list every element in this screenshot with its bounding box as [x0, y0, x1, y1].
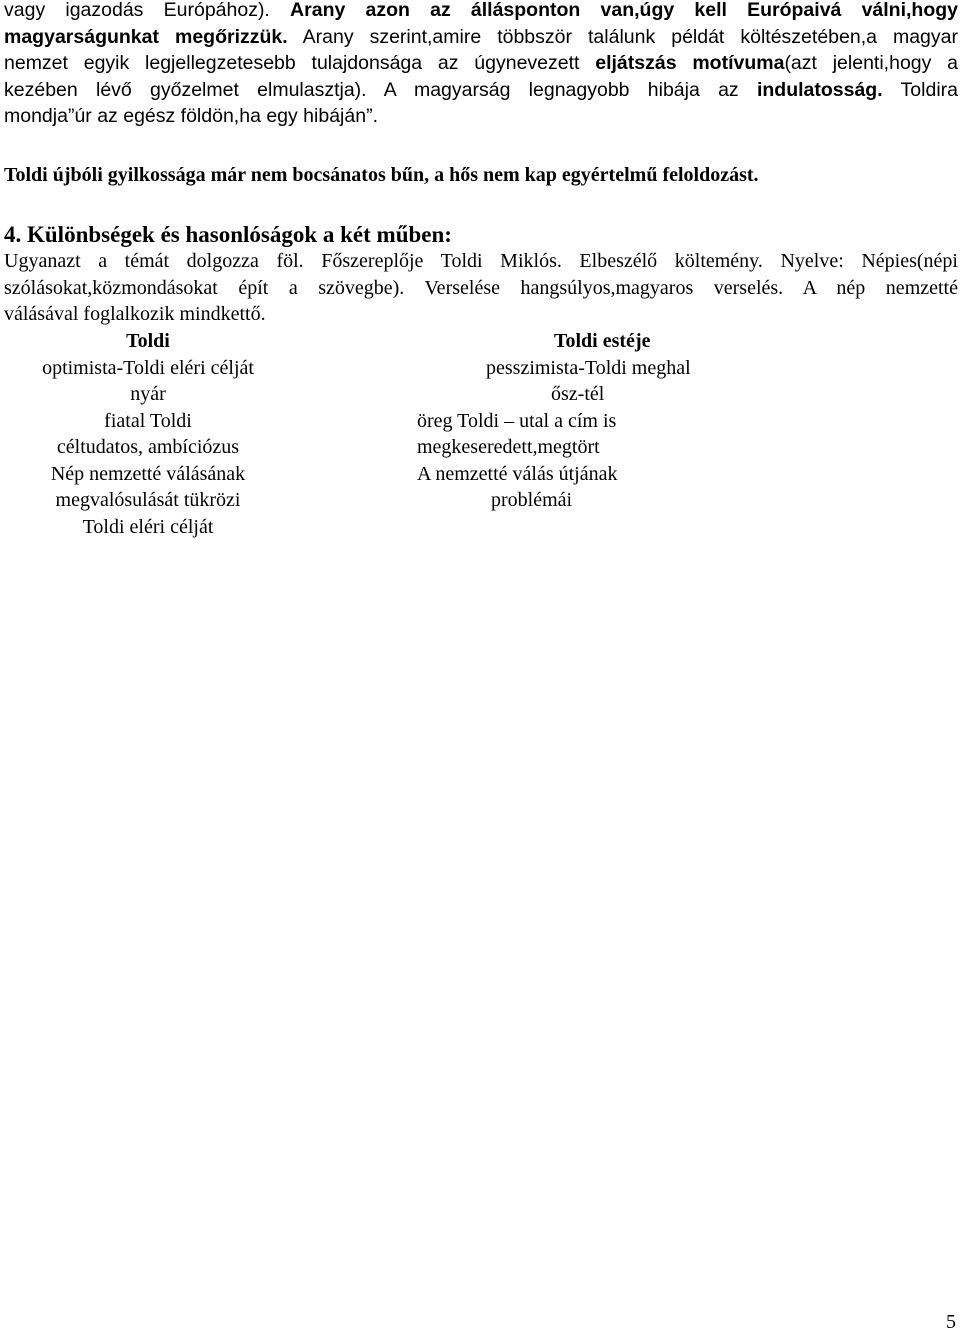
list-item: optimista-Toldi eléri célját	[42, 356, 254, 379]
section-heading: 4. Különbségek és hasonlóságok a két műben:	[4, 222, 452, 247]
comparison-right-column	[417, 328, 727, 514]
intro-paragraph	[4, 0, 958, 130]
list-item: céltudatos, ambíciózus	[56, 436, 240, 458]
list-item: Nép nemzetté válásának	[50, 462, 246, 485]
text-line: magyarságunkat megőrizzük. Arany szerint,amire többször találunk példát költészetében,a magyar	[4, 25, 958, 48]
text-line: vagy igazodás Európához). Arany azon az állásponton van,úgy kell Európaivá válni,hogy	[4, 0, 959, 21]
column-title: Toldi estéje	[554, 330, 651, 352]
text-line: Ugyanazt a témát dolgozza föl. Főszereplője Toldi Miklós. Elbeszélő költemény. Nyelve: Népies(népi	[4, 250, 958, 272]
list-item: fiatal Toldi	[104, 409, 192, 432]
bold-statement: Toldi újbóli gyilkossága már nem bocsánatos bűn, a hős nem kap egyértelmű feloldozást.	[4, 164, 759, 186]
list-item: öreg Toldi – utal a cím is	[417, 409, 617, 432]
comparison-left-column	[0, 328, 296, 540]
list-item: A nemzetté válás útjának	[417, 462, 618, 485]
list-item: ősz-tél	[551, 383, 605, 405]
page-number: 5	[946, 1311, 956, 1333]
list-item: megvalósulását tükrözi	[55, 489, 241, 511]
text-line: válásával foglalkozik mindkettő.	[4, 303, 266, 325]
list-item: problémái	[491, 489, 573, 511]
list-item: Toldi eléri célját	[82, 515, 214, 538]
column-title: Toldi	[126, 330, 170, 352]
text-line: szólásokat,közmondásokat épít a szövegbe). Verselése hangsúlyos,magyaros verselés. A nép nemzetté	[4, 276, 958, 299]
list-item: nyár	[130, 383, 166, 405]
list-item: pesszimista-Toldi meghal	[486, 356, 691, 379]
section-paragraph	[4, 248, 958, 328]
text-line: kezében lévő győzelmet elmulasztja). A magyarság legnagyobb hibája az indulatosság. Toldira	[4, 78, 958, 101]
list-item: megkeseredett,megtört	[417, 436, 600, 458]
text-line: nemzet egyik legjellegzetesebb tulajdonsága az úgynevezett eljátszás motívuma(azt jelenti,hogy a	[4, 52, 959, 74]
text-line: mondja”úr az egész földön,ha egy hibáján”.	[4, 105, 378, 127]
